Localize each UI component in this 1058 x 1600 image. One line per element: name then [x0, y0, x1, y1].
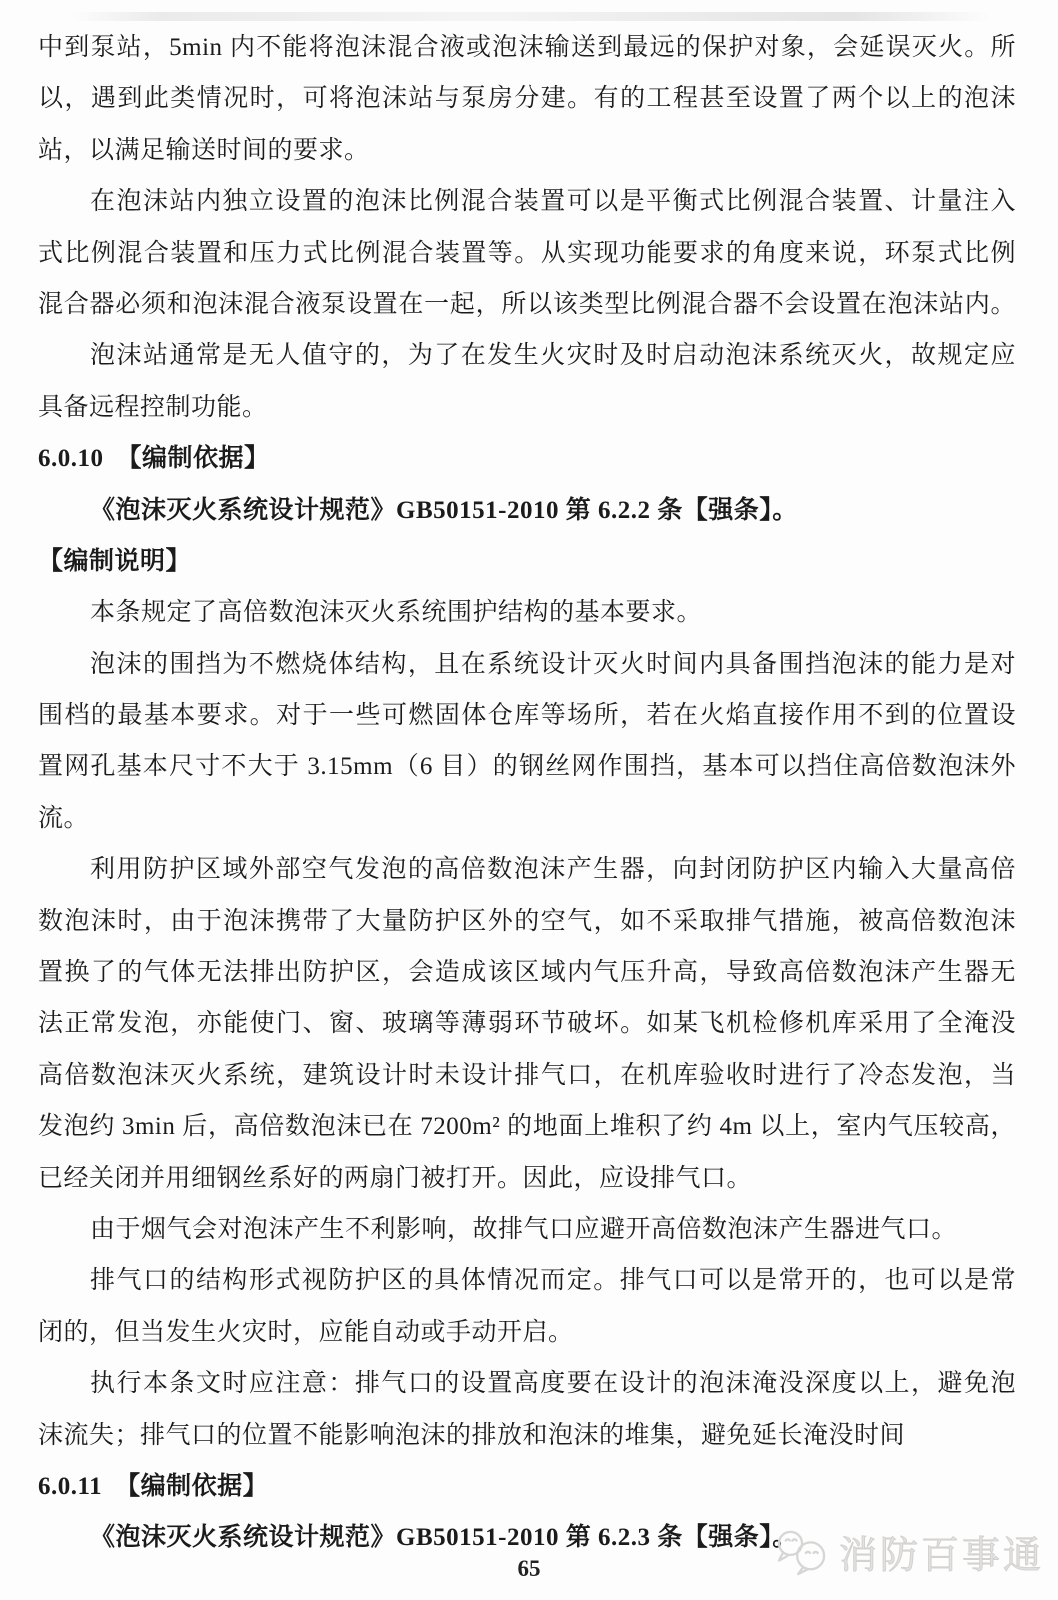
text-line: 围档的最基本要求。对于一些可燃固体仓库等场所，若在火焰直接作用不到的位置设 [38, 702, 1016, 730]
text-line: 《泡沫灭火系统设计规范》GB50151-2010 第 6.2.3 条【强条】。 [90, 1524, 798, 1552]
text-lines [38, 22, 1016, 1564]
text-line: 【编制说明】 [38, 547, 192, 575]
text-line: 中到泵站，5min 内不能将泡沫混合液或泡沫输送到最远的保护对象，会延误灭火。所 [38, 34, 1016, 61]
watermark-text: 消防百事通 [838, 1535, 1044, 1577]
text-line: 数泡沫时，由于泡沫携带了大量防护区外的空气，如不采取排气措施，被高倍数泡沫 [38, 907, 1016, 935]
text-line: 式比例混合装置和压力式比例混合装置等。从实现功能要求的角度来说，环泵式比例 [38, 239, 1016, 267]
watermark [773, 1524, 1044, 1579]
text-line: 本条规定了高倍数泡沫灭火系统围护结构的基本要求。 [90, 599, 703, 627]
text-line: 泡沫站通常是无人值守的，为了在发生火灾时及时启动泡沫系统灭火，故规定应 [90, 342, 1016, 370]
text-line: 在泡沫站内独立设置的泡沫比例混合装置可以是平衡式比例混合装置、计量注入 [90, 188, 1016, 216]
text-line: 泡沫的围挡为不燃烧体结构，且在系统设计灭火时间内具备围挡泡沫的能力是对 [90, 650, 1016, 678]
text-line: 排气口的结构形式视防护区的具体情况而定。排气口可以是常开的，也可以是常 [90, 1267, 1016, 1295]
text-line: 法正常发泡，亦能使门、窗、玻璃等薄弱环节破坏。如某飞机检修机库采用了全淹没 [38, 1010, 1016, 1038]
text-line: 置网孔基本尺寸不大于 3.15mm（6 目）的钢丝网作围挡，基本可以挡住高倍数泡沫外 [38, 753, 1016, 781]
page-number: 65 [517, 1556, 541, 1581]
text-line: 站，以满足输送时间的要求。 [38, 136, 370, 164]
text-line: 6.0.10 【编制依据】 [38, 445, 270, 473]
text-line: 闭的，但当发生火灾时，应能自动或手动开启。 [38, 1318, 574, 1346]
text-line: 《泡沫灭火系统设计规范》GB50151-2010 第 6.2.2 条【强条】。 [90, 496, 798, 524]
text-line: 以，遇到此类情况时，可将泡沫站与泵房分建。有的工程甚至设置了两个以上的泡沫 [38, 85, 1016, 113]
text-line: 混合器必须和泡沫混合液泵设置在一起，所以该类型比例混合器不会设置在泡沫站内。 [38, 290, 1016, 318]
text-line: 6.0.11 【编制依据】 [38, 1472, 269, 1500]
scan-artifact [70, 12, 990, 21]
text-line: 执行本条文时应注意：排气口的设置高度要在设计的泡沫淹没深度以上，避免泡 [90, 1370, 1016, 1398]
wechat-bubbles-icon [773, 1528, 831, 1576]
text-line: 高倍数泡沫灭火系统，建筑设计时未设计排气口，在机库验收时进行了冷态发泡，当 [38, 1061, 1016, 1089]
text-line: 沫流失；排气口的位置不能影响泡沫的排放和泡沫的堆集，避免延长淹没时间 [38, 1421, 906, 1449]
text-line: 已经关闭并用细钢丝系好的两扇门被打开。因此，应设排气口。 [38, 1164, 753, 1192]
text-line: 流。 [38, 804, 90, 832]
text-line: 利用防护区域外部空气发泡的高倍数泡沫产生器，向封闭防护区内输入大量高倍 [90, 856, 1016, 884]
text-line: 置换了的气体无法排出防护区，会造成该区域内气压升高，导致高倍数泡沫产生器无 [38, 959, 1016, 987]
text-line: 发泡约 3min 后，高倍数泡沫已在 7200m² 的地面上堆积了约 4m 以上，室内气压较高， [38, 1113, 1016, 1141]
text-line: 由于烟气会对泡沫产生不利影响，故排气口应避开高倍数泡沫产生器进气口。 [90, 1215, 958, 1243]
text-line: 具备远程控制功能。 [38, 393, 268, 421]
